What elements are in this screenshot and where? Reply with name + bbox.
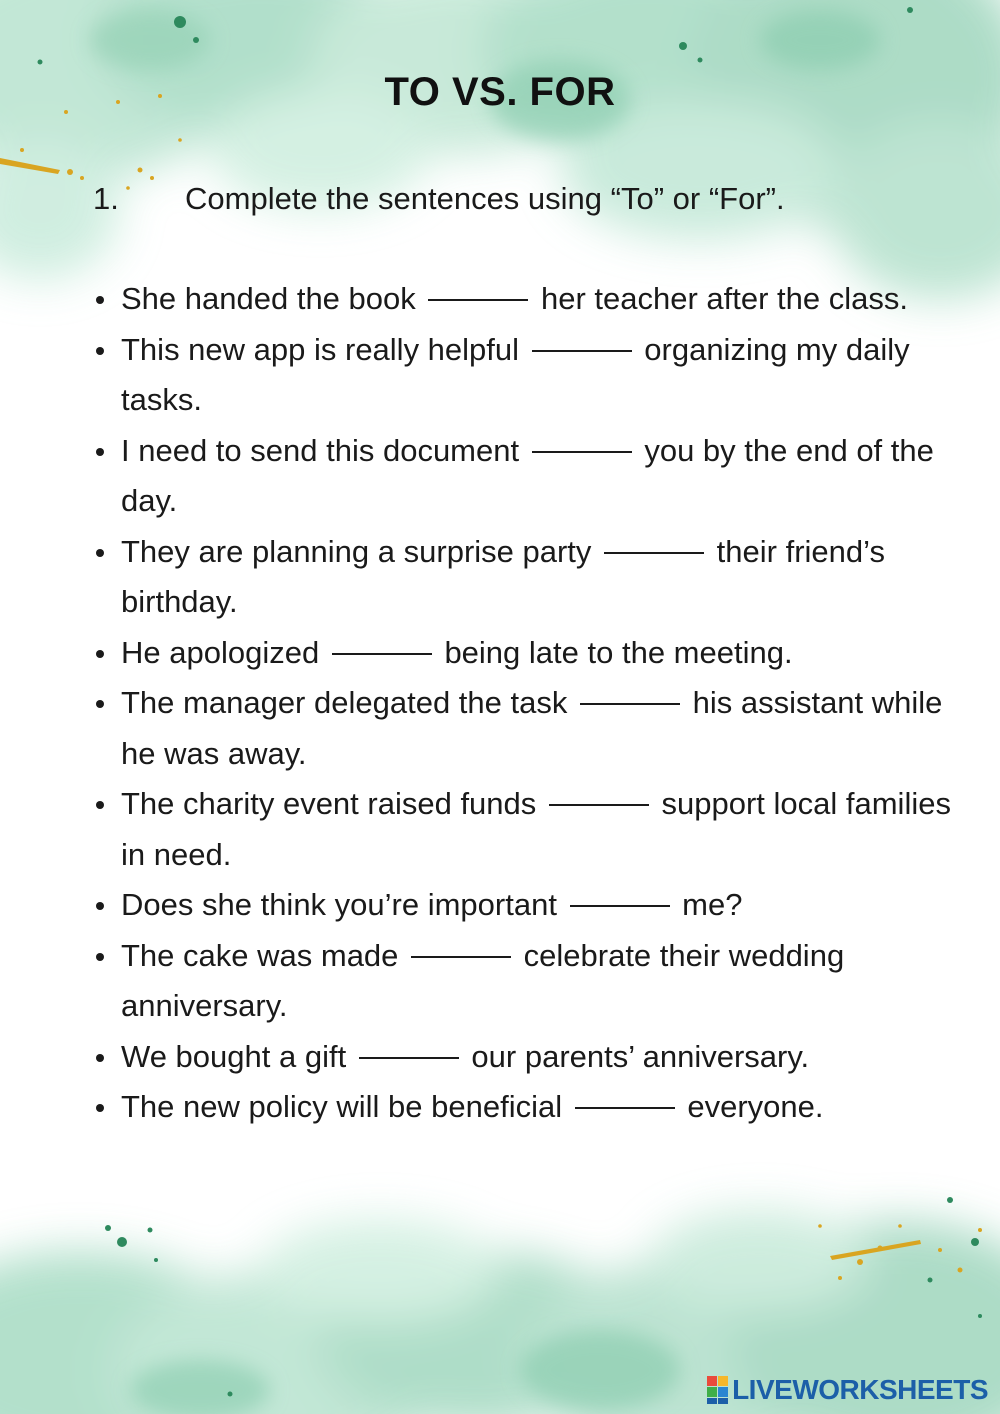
sentence-start: The new policy will be beneficial [121,1089,571,1124]
sentence-start: They are planning a surprise party [121,533,601,569]
brand-name: LIVEWORKSHEETS [732,1374,988,1405]
list-item [92,325,952,426]
sentence-start: I need to send this document [121,432,528,468]
list-item [92,426,952,527]
sentence-end: everyone. [678,1089,824,1124]
sentence-start: This new app is really helpful [121,331,528,367]
instruction-number: 1. [93,181,119,216]
answer-blank[interactable] [549,804,649,806]
list-item [92,1032,952,1083]
sentence-start: She handed the book [121,281,425,316]
sentence-start: The cake was made [121,937,408,973]
sentence-end: being late to the meeting. [435,634,793,670]
sentence-end: me? [673,887,743,922]
sentence-end: support local families in need. [121,786,951,872]
answer-blank[interactable] [428,299,528,301]
liveworksheets-brand[interactable] [707,1374,988,1406]
answer-blank[interactable] [570,905,670,907]
answer-blank[interactable] [575,1107,675,1109]
answer-blank[interactable] [332,653,432,655]
list-item [92,274,952,325]
instruction [93,181,785,217]
list-item [92,527,952,628]
sentence-list [92,274,952,1133]
list-item [92,628,952,679]
sentence-start: The charity event raised funds [121,786,545,821]
answer-blank[interactable] [411,956,511,958]
sentence-start: He apologized [121,634,328,670]
instruction-text: Complete the sentences using “To” or “For”. [185,181,785,216]
answer-blank[interactable] [604,552,704,554]
answer-blank[interactable] [359,1057,459,1059]
page-title: TO VS. FOR [384,70,616,114]
answer-blank[interactable] [532,350,632,352]
sentence-end: organizing my daily tasks. [121,331,910,417]
sentence-end: her teacher after the class. [532,281,909,316]
sentence-start: Does she think you’re important [121,887,566,922]
sentence-end: their friend’s birthday. [121,533,885,619]
list-item [92,779,952,880]
list-item [92,880,952,931]
liveworksheets-logo-icon [707,1376,728,1404]
answer-blank[interactable] [532,451,632,453]
sentence-end: celebrate their wedding anniversary. [121,937,845,1023]
sentence-start: We bought a gift [121,1038,355,1074]
list-item [92,678,952,779]
sentence-end: you by the end of the day. [121,432,934,518]
sentence-end: our parents’ anniversary. [462,1038,810,1074]
sentence-end: his assistant while he was away. [121,685,943,771]
answer-blank[interactable] [580,703,680,705]
list-item [92,931,952,1032]
sentence-start: The manager delegated the task [121,685,576,720]
list-item [92,1082,952,1133]
